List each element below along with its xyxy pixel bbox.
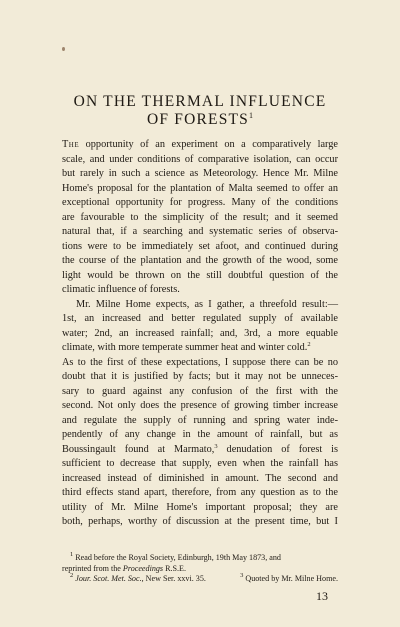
text-line: second. Not only does the presence of growing timber increase [62, 400, 338, 411]
footnote-2 [62, 574, 206, 585]
line-text: Boussingault found at Marmato, [62, 443, 215, 455]
footnote-text: R.S.E. [163, 563, 187, 573]
text-line: the course of the plantation and the growth of the wood, some [62, 255, 338, 266]
page-title-line-1: ON THE THERMAL INFLUENCE [73, 93, 327, 110]
text-line: both, perhaps, worthy of discussion at the present time, but I [62, 516, 338, 527]
body-text [62, 138, 338, 530]
ink-speck [62, 47, 65, 51]
text-line: climatic influence of forests. [62, 284, 180, 295]
text-line: are favourable to the simplicity of the result; and it seemed [62, 211, 338, 223]
text-line [62, 443, 338, 458]
line-text: denudation of forest is [217, 443, 338, 455]
footnote-italic: Proceedings [122, 563, 164, 573]
text-line [62, 341, 338, 356]
text-line [62, 138, 338, 153]
footnote-text: , New Ser. xxvi. 35. [141, 574, 206, 583]
text-line: water; 2nd, an increased rainfall; and, 3rd, a more equable [62, 327, 338, 339]
page-title-line-2 [60, 112, 340, 128]
footnote-text: Read before the Royal Society, Edinburgh, 19th May 1873, and [73, 553, 281, 562]
text-line: increased instead of diminished in amount. The second and [62, 472, 338, 484]
text-line: pendently of any change in the amount of rainfall, but as [62, 429, 338, 440]
text-line: 1st, an increased and better regulated supply of available [62, 313, 338, 324]
footnotes-2-and-3 [62, 574, 338, 585]
opening-word: The [62, 139, 80, 150]
line-text: opportunity of an experiment on a comparatively large [79, 139, 338, 150]
text-line: tions were to be immediately set afoot, and continued during [62, 240, 338, 252]
line-text: climate, with more temperate summer heat and winter cold. [62, 342, 308, 353]
text-line: but rarely in such a science as Meteorology. Hence Mr. Milne [62, 168, 338, 179]
text-line: As to the first of these expectations, I suppose there can be no [62, 356, 338, 368]
text-line: light would be thrown on the still doubtful question of the [62, 269, 338, 281]
text-line: scale, and under conditions of comparative isolation, can occur [62, 153, 338, 165]
footnote-1 [62, 553, 338, 564]
text-line: doubt that it is justified by facts; but it may not be unneces- [62, 371, 338, 382]
footnote-3 [232, 574, 338, 585]
text-line: Mr. Milne Home expects, as I gather, a threefold result:— [76, 298, 338, 310]
text-line: natural that, if a searching and systematic series of observa- [62, 226, 338, 237]
text-line: Home's proposal for the plantation of Malta seemed to offer an [62, 182, 338, 194]
footnote-text: Quoted by Mr. Milne Home. [243, 574, 338, 583]
footnote-ref: 3 [214, 442, 218, 450]
page-number: 13 [316, 589, 328, 603]
footnote-mark: 2 [70, 572, 74, 579]
text-line: utility of Mr. Milne Home's important proposal; they are [62, 501, 338, 513]
text-line: exceptional opportunity for progress. Many of the conditions [62, 197, 338, 208]
footnote-1-continued [62, 564, 338, 575]
title-footnote-ref: 1 [249, 111, 254, 120]
footnote-mark: 1 [70, 551, 74, 558]
footnote-mark: 3 [240, 572, 244, 579]
footnotes [62, 553, 338, 585]
text-line: sufficient to decrease that supply, even when the rainfall has [62, 458, 338, 469]
footnote-ref: 2 [307, 341, 311, 348]
text-line: sary to guard against any confusion of the first with the [62, 385, 338, 397]
text-line: and regulate the supply of running and spring water inde- [62, 414, 338, 426]
text-line: third effects stand apart, therefore, from any question as to the [62, 487, 338, 498]
footnote-italic: Jour. Scot. Met. Soc. [75, 574, 142, 583]
footnote-text: reprinted from the [62, 563, 123, 573]
page-title-text: OF FORESTS [146, 111, 250, 128]
